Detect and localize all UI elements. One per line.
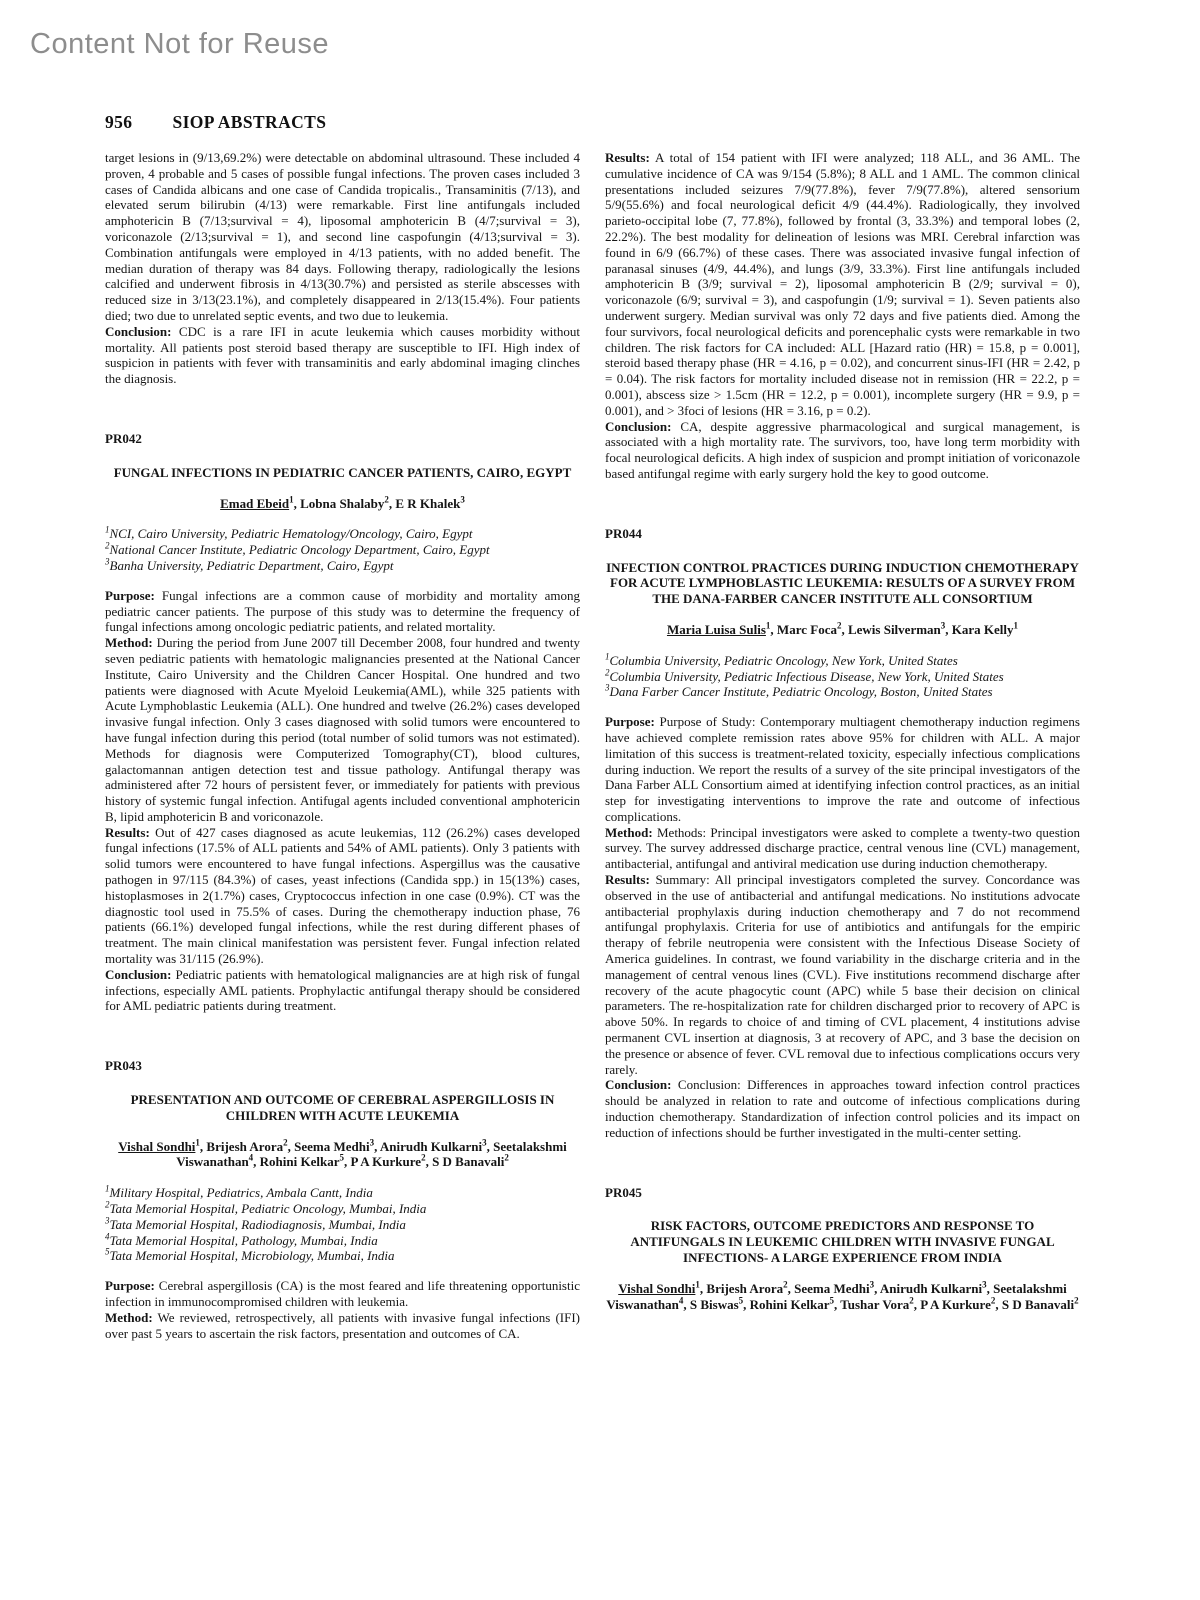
author-name-text: Emad Ebeid xyxy=(220,495,290,511)
paragraph-text: Out of 427 cases diagnosed as acute leukemias, 112 (26.2%) cases developed fungal infections (17.5% of ALL patients and 54% of AML patients). Only 3 patients with solid tumors were encountered to have fungal infections. Aspergillus was the causative pathogen in 97/115 (84.3%) of cases, yeast infections (Candida spp.) in 15(13%) cases, histoplasmoses in 2(1.7%) cases, Cryptococcus infection in one case (0.9%). CT was the diagnostic tool used in 75.5% of cases. During the chemotherapy induction phase, 76 patients (66.1%) developed fungal infections, while the rest during different phases of treatment. The main clinical manifestation was persistent fever. Fungal infection related mortality was 31/115 (26.9%). xyxy=(105,824,580,967)
section-label: Method: xyxy=(605,824,653,840)
author-affiliation-superscript: 1 xyxy=(695,1279,700,1290)
author-name xyxy=(351,1154,426,1169)
affiliation-text: Banha University, Pediatric Department, Cairo, Egypt xyxy=(109,557,394,573)
affiliation-superscript: 3 xyxy=(105,1215,110,1226)
abstract-title: FUNGAL INFECTIONS IN PEDIATRIC CANCER PATIENTS, CAIRO, EGYPT xyxy=(113,464,572,480)
abstract-paragraph xyxy=(605,825,1080,872)
affiliation-list xyxy=(105,1185,580,1264)
author-name-text: Seetalakshmi Viswanathan xyxy=(606,1280,1067,1312)
author-name-text: Seema Medhi xyxy=(794,1280,870,1296)
section-label: Method: xyxy=(105,1309,153,1325)
author-affiliation-superscript: 2 xyxy=(909,1295,914,1306)
author-affiliation-superscript: 2 xyxy=(783,1279,788,1290)
affiliation-superscript: 2 xyxy=(105,1199,110,1210)
author-name xyxy=(777,622,842,637)
paragraph-text: During the period from June 2007 till December 2008, four hundred and twenty seven pediatric patients with hematologic malignancies presented at the National Cancer Institute, Cairo University and the Children Cancer Hospital. One hundred and two patients were diagnosed with Acute Myeloid Leukemia(AML), while 325 patients with Acute Lymphoblastic Leukemia (ALL). One hundred and twelve (26.2%) cases developed invasive fungal infection. Only 3 cases diagnosed with solid tumors were encountered to have fungal infection during this period (total number of solid tumors was not estimated). Methods for diagnosis were Computerized Tomography(CT), blood cultures, galactomannan antigen detection test and tissue pathology. Antifungal therapy was administered after 72 hours of persistent fever, or immediately for patients with previous history of systemic fungal infection. Antifugal agents included conventional amphotericin B, lipid amphotericin B and voriconazole. xyxy=(105,635,580,824)
paragraph-text: Conclusion: Differences in approaches toward infection control practices should be analyzed in relation to rate and outcome of infectious complications during induction chemotherapy. Standardization of infection control policies and its impact on reduction of infections should be further investigated in the multi-center setting. xyxy=(605,1077,1080,1140)
author-name-text: Rohini Kelkar xyxy=(749,1296,830,1312)
affiliation-superscript: 1 xyxy=(105,1183,110,1194)
paragraph-text: We reviewed, retrospectively, all patients with invasive fungal infections (IFI) over past 5 years to ascertain the risk factors, presentation and outcomes of CA. xyxy=(105,1309,580,1341)
affiliation-text: Tata Memorial Hospital, Radiodiagnosis, Mumbai, India xyxy=(109,1216,406,1232)
author-name xyxy=(848,622,945,637)
author-name-text: Anirudh Kulkarni xyxy=(879,1280,983,1296)
affiliation-list xyxy=(105,526,580,573)
author-affiliation-superscript: 3 xyxy=(460,494,465,505)
author-name-text: S D Banavali xyxy=(1001,1296,1075,1312)
abstract-id: PR045 xyxy=(605,1184,642,1200)
author-name-text: E R Khalek xyxy=(395,495,461,511)
affiliation-superscript: 3 xyxy=(105,556,110,567)
affiliation-text: Columbia University, Pediatric Infectious Disease, New York, United States xyxy=(609,668,1004,684)
author-name xyxy=(206,1139,287,1154)
author-name xyxy=(395,496,465,511)
abstract-id: PR044 xyxy=(605,525,642,541)
affiliation-line xyxy=(605,653,1080,669)
author-affiliation-superscript: 1 xyxy=(765,620,771,631)
page-number: 956 xyxy=(105,112,133,132)
author-name-text: Marc Foca xyxy=(776,621,837,637)
affiliation-superscript: 1 xyxy=(605,651,610,662)
author-affiliation-superscript: 1 xyxy=(1013,620,1019,631)
affiliation-line xyxy=(105,1217,580,1233)
abstract-paragraph xyxy=(105,825,580,967)
author-affiliation-superscript: 2 xyxy=(384,494,389,505)
author-name-text: Lewis Silverman xyxy=(847,621,941,637)
journal-title: SIOP ABSTRACTS xyxy=(172,112,327,132)
author-affiliation-superscript: 5 xyxy=(829,1295,834,1306)
paragraph-text: target lesions in (9/13,69.2%) were detectable on abdominal ultrasound. These included 4 proven, 4 probable and 5 cases of possible fungal infections. The proven cases included 3 cases of Candida albicans and one case of Candida tropicalis., Transaminitis (7/13), and elevated serum bilirubin (4/13) were remarkable. First line antifungals included amphotericin B (7/13;survival = 4), liposomal amphotericin B (4/7;survival = 3), voriconazole (2/13;survival = 1), and second line caspofungin (4/13;survival = 3). Combination antifungals were employed in 4/13 patients, with no added benefit. The median duration of therapy was 84 days. Following therapy, radiologically the lesions calcified and underwent fibrosis in 4/13(30.7%) and persisted as sterile abscesses with reduced size in 3/13(23.1%), and completely disappeared in 2/13(15.4%). Four patients died; two due to unrelated septic events, and two due to leukemia. xyxy=(105,150,580,323)
two-column-layout xyxy=(105,150,1080,1590)
abstract-paragraph xyxy=(105,1278,580,1310)
section-label: Conclusion: xyxy=(105,966,172,982)
author-affiliation-superscript: 5 xyxy=(738,1295,744,1306)
author-affiliation-superscript: 4 xyxy=(248,1153,254,1164)
affiliation-superscript: 5 xyxy=(105,1247,110,1258)
abstract-paragraph xyxy=(605,419,1080,482)
author-affiliation-superscript: 3 xyxy=(482,1137,487,1148)
author-name xyxy=(118,1139,200,1154)
author-name xyxy=(1002,1297,1079,1312)
author-affiliation-superscript: 3 xyxy=(869,1279,875,1290)
abstract-paragraph xyxy=(605,150,1080,419)
abstract-paragraph xyxy=(105,150,580,324)
author-name-text: Maria Luisa Sulis xyxy=(666,621,766,637)
author-name xyxy=(380,1139,487,1154)
abstract-paragraph xyxy=(105,635,580,825)
author-name xyxy=(667,622,770,637)
affiliation-superscript: 2 xyxy=(605,667,610,678)
affiliation-superscript: 1 xyxy=(105,525,110,536)
author-name-text: Lobna Shalaby xyxy=(300,495,385,511)
author-name xyxy=(432,1154,509,1169)
author-name-text: P A Kurkure xyxy=(350,1154,422,1170)
author-affiliation-superscript: 2 xyxy=(1074,1295,1079,1306)
author-name-text: Brijesh Arora xyxy=(706,1280,784,1296)
author-name-text: P A Kurkure xyxy=(920,1296,991,1312)
affiliation-line xyxy=(105,542,580,558)
abstract-paragraph xyxy=(105,324,580,387)
author-name-text: Kara Kelly xyxy=(951,621,1014,637)
affiliation-line xyxy=(105,1248,580,1264)
author-affiliation-superscript: 3 xyxy=(369,1137,375,1148)
affiliation-line xyxy=(105,1233,580,1249)
paragraph-text: A total of 154 patient with IFI were analyzed; 118 ALL, and 36 AML. The cumulative incidence of CA was 9/154 (5.8%); 8 ALL and 1 AML. The common clinical presentations included seizures 7/9(77.8%), fever 7/9(77.8%), altered sensorium 5/9(55.6%) and focal neurological deficit 4/9 (44.4%). Radiologically, they involved parieto-occipital lobe (7, 77.8%), followed by frontal (3, 33.3%) and temporal lobes (2, 22.2%). The best modality for delineation of lesions was MRI. Cerebral infarction was found in 6/9 (66.7%) of these cases. There was associated invasive fungal infection of paranasal sinuses (4/9, 44.4%), and lungs (3/9, 33.3%). First line antifungals included amphotericin B (3/9; survival = 2), liposomal amphotericin B (2/9; survival = 0), voriconazole (6/9; survival = 3), and caspofungin (1/9; survival = 1). Seven patients also underwent surgery. Median survival was only 72 days and five patients died. Among the four survivors, focal neurological deficits and porencephalic cysts were remarkable in two children. The risk factors for CA included: ALL [Hazard ratio (HR) = 15.8, p = 0.001], steroid based therapy phase (HR = 4.16, p = 0.02), and concurrent sinus-IFI (HR = 2.42, p = 0.04). The risk factors for mortality included disease not in remission (HR = 22.2, p = 0.001), abscess size > 1.5cm (HR = 12.2, p = 0.001), incomplete surgery (HR = 9.9, p = 0.001), and > 3foci of lesions (HR = 3.16, p = 0.2). xyxy=(605,150,1080,418)
abstract-paragraph xyxy=(605,872,1080,1077)
author-line: Emad Ebeid$^1$, Lobna Shalaby$^2$, E R Khalek$^3$ xyxy=(220,494,465,511)
paragraph-text: CDC is a rare IFI in acute leukemia which causes morbidity without mortality. All patients post steroid based therapy are susceptible to IFI. High index of suspicion in patients with fever with transaminitis and early abdominal imaging clinches the diagnosis. xyxy=(105,323,580,387)
author-name xyxy=(840,1297,914,1312)
paragraph-text: CA, despite aggressive pharmacological and surgical management, is associated with a high mortality rate. The survivors, too, have long term morbidity with focal neurological deficits. A high index of suspicion and prompt initiation of voriconazole based antifungal regime with early surgery hold the key to good outcome. xyxy=(605,418,1080,481)
author-name-text: Seema Medhi xyxy=(294,1138,370,1154)
author-name-text: Seetalakshmi Viswanathan xyxy=(176,1138,567,1170)
paragraph-text: Fungal infections are a common cause of morbidity and mortality among pediatric cancer patients. The purpose of this study was to determine the frequency of fungal infections among oncologic pediatric patients, and related mortality. xyxy=(105,587,580,635)
affiliation-superscript: 3 xyxy=(605,682,610,693)
affiliation-text: Tata Memorial Hospital, Microbiology, Mumbai, India xyxy=(109,1248,395,1264)
section-label: Results: xyxy=(605,150,650,165)
section-label: Conclusion: xyxy=(605,418,672,434)
author-name xyxy=(300,496,389,511)
abstract-title: INFECTION CONTROL PRACTICES DURING INDUCTION CHEMOTHERAPY FOR ACUTE LYMPHOBLASTIC LEUKEMIA: RESULTS OF A SURVEY FROM THE DANA-FARBER CANCER INSTITUTE ALL CONSORTIUM xyxy=(606,559,1079,607)
section-label: Results: xyxy=(105,824,150,840)
author-name xyxy=(794,1281,874,1296)
author-affiliation-superscript: 2 xyxy=(504,1153,509,1164)
author-name xyxy=(220,496,294,511)
author-name xyxy=(618,1281,700,1296)
affiliation-text: National Cancer Institute, Pediatric Oncology Department, Cairo, Egypt xyxy=(109,542,490,558)
affiliation-line xyxy=(105,1185,580,1201)
author-name xyxy=(952,622,1018,637)
author-name xyxy=(294,1139,374,1154)
affiliation-text: NCI, Cairo University, Pediatric Hematology/Oncology, Cairo, Egypt xyxy=(109,526,473,542)
author-name xyxy=(750,1297,834,1312)
author-name xyxy=(920,1297,995,1312)
author-name-text: Rohini Kelkar xyxy=(259,1154,340,1170)
author-name xyxy=(690,1297,743,1312)
affiliation-text: Military Hospital, Pediatrics, Ambala Cantt, India xyxy=(109,1185,373,1201)
affiliation-text: Tata Memorial Hospital, Pediatric Oncology, Mumbai, India xyxy=(109,1201,427,1217)
page-header xyxy=(105,112,326,133)
author-affiliation-superscript: 2 xyxy=(836,620,842,631)
author-affiliation-superscript: 3 xyxy=(982,1279,987,1290)
author-affiliation-superscript: 5 xyxy=(339,1153,344,1164)
abstract-title: RISK FACTORS, OUTCOME PREDICTORS AND RESPONSE TO ANTIFUNGALS IN LEUKEMIC CHILDREN WITH INVASIVE FUNGAL INFECTIONS- A LARGE EXPERIENCE FROM INDIA xyxy=(630,1218,1055,1266)
abstract-paragraph xyxy=(105,1310,580,1342)
author-name-text: S D Banavali xyxy=(432,1154,505,1170)
affiliation-line xyxy=(105,558,580,574)
affiliation-text: Columbia University, Pediatric Oncology, New York, United States xyxy=(609,652,958,668)
author-name xyxy=(880,1281,987,1296)
abstract-paragraph xyxy=(605,1077,1080,1140)
author-affiliation-superscript: 2 xyxy=(421,1153,426,1164)
paragraph-text: Purpose of Study: Contemporary multiagent chemotherapy induction regimens have achieved complete remission rates above 95% for children with ALL. A major limitation of this success is treatment-related toxicity, especially infectious complications during induction. We report the results of a survey of the site principal investigators of the Dana Farber ALL Consortium aimed at identifying infection control practices, as an initial step for investigating interventions to improve the rate and outcome of infectious complications. xyxy=(605,714,1080,824)
paragraph-text: Methods: Principal investigators were asked to complete a twenty-two question survey. The survey addressed discharge practice, central venous line (CVL) management, antibacterial, antifungal and antiviral medication use during induction chemotherapy. xyxy=(605,824,1080,872)
author-affiliation-superscript: 2 xyxy=(990,1295,996,1306)
author-affiliation-superscript: 2 xyxy=(283,1137,288,1148)
left-column xyxy=(105,150,580,1590)
affiliation-superscript: 4 xyxy=(105,1231,110,1242)
abstract-paragraph xyxy=(105,967,580,1014)
affiliation-list xyxy=(605,653,1080,700)
author-affiliation-superscript: 4 xyxy=(678,1295,684,1306)
affiliation-text: Tata Memorial Hospital, Pathology, Mumbai, India xyxy=(109,1232,378,1248)
right-column xyxy=(605,150,1080,1590)
author-name-text: Vishal Sondhi xyxy=(118,1138,196,1154)
section-label: Purpose: xyxy=(105,1278,155,1294)
paragraph-text: Cerebral aspergillosis (CA) is the most feared and life threatening opportunistic infection in immunocompromised children with leukemia. xyxy=(105,1278,580,1310)
author-name-text: S Biswas xyxy=(689,1296,739,1312)
author-name-text: Anirudh Kulkarni xyxy=(379,1138,483,1154)
author-affiliation-superscript: 1 xyxy=(289,494,294,505)
author-line: Vishal Sondhi$^1$, Brijesh Arora$^2$, Seema Medhi$^3$, Anirudh Kulkarni$^3$, Seetalakshmi Viswanathan$^4$, S Biswas$^5$, Rohini Kelkar$^5$, Tushar Vora$^2$, P A Kurkure$^2$, S D Banavali$^2$ xyxy=(606,1279,1079,1312)
affiliation-text: Dana Farber Cancer Institute, Pediatric Oncology, Boston, United States xyxy=(609,684,993,700)
paragraph-text: Pediatric patients with hematological malignancies are at high risk of fungal infections, especially AML patients. Prophylactic antifungal therapy should be considered for AML pediatric patients during treatment. xyxy=(105,966,580,1014)
affiliation-line xyxy=(105,1201,580,1217)
abstract-id: PR043 xyxy=(105,1058,142,1074)
author-name-text: Brijesh Arora xyxy=(206,1138,284,1154)
abstract-id: PR042 xyxy=(105,430,142,446)
affiliation-superscript: 2 xyxy=(105,540,110,551)
author-name xyxy=(706,1281,787,1296)
affiliation-line xyxy=(605,669,1080,685)
section-label: Conclusion: xyxy=(605,1077,672,1093)
section-label: Results: xyxy=(605,872,650,888)
section-label: Conclusion: xyxy=(105,323,172,339)
author-affiliation-superscript: 3 xyxy=(940,620,946,631)
affiliation-line xyxy=(605,684,1080,700)
watermark-text: Content Not for Reuse xyxy=(30,28,330,60)
abstract-title: PRESENTATION AND OUTCOME OF CEREBRAL ASPERGILLOSIS IN CHILDREN WITH ACUTE LEUKEMIA xyxy=(130,1092,555,1123)
author-line: Vishal Sondhi$^1$, Brijesh Arora$^2$, Seema Medhi$^3$, Anirudh Kulkarni$^3$, Seetalakshmi Viswanathan$^4$, Rohini Kelkar$^5$, P A Kurkure$^2$, S D Banavali$^2$ xyxy=(118,1137,567,1170)
author-line: Maria Luisa Sulis$^1$, Marc Foca$^2$, Lewis Silverman$^3$, Kara Kelly$^1$ xyxy=(666,620,1019,637)
author-affiliation-superscript: 1 xyxy=(195,1137,200,1148)
paragraph-text: Summary: All principal investigators completed the survey. Concordance was observed in the use of antibacterial and antifungal medications. No institutions advocate antibacterial prophylaxis during induction chemotherapy and 7 do not recommend antifungal prophylaxis. Criteria for use of antibiotics and antifungals for the empiric therapy of febrile neutropenia were consistent with the Infectious Disease Society of America guidelines. In contrast, we found variability in the discharge criteria and in the management of central venous lines (CVL). Five institutions recommend discharge after recovery of the acute phagocytic count (APC) while 5 base their decision on clinical parameters. The re-hospitalization rate for children discharged prior to recovery of APC is above 50%. In regards to choice of and timing of CVL placement, 4 institutions advise permanent CVL insertion at diagnosis, 3 at recovery of APC, and 3 base the decision on the presence or absence of fever. CVL removal due to infectious complications occurs very rarely. xyxy=(605,872,1080,1077)
abstract-paragraph xyxy=(605,714,1080,825)
section-label: Method: xyxy=(105,635,153,651)
author-name xyxy=(260,1154,344,1169)
author-name-text: Tushar Vora xyxy=(840,1296,910,1312)
abstract-paragraph xyxy=(105,588,580,635)
section-label: Purpose: xyxy=(605,714,655,730)
affiliation-line xyxy=(105,526,580,542)
author-name-text: Vishal Sondhi xyxy=(618,1280,696,1296)
section-label: Purpose: xyxy=(105,587,155,603)
